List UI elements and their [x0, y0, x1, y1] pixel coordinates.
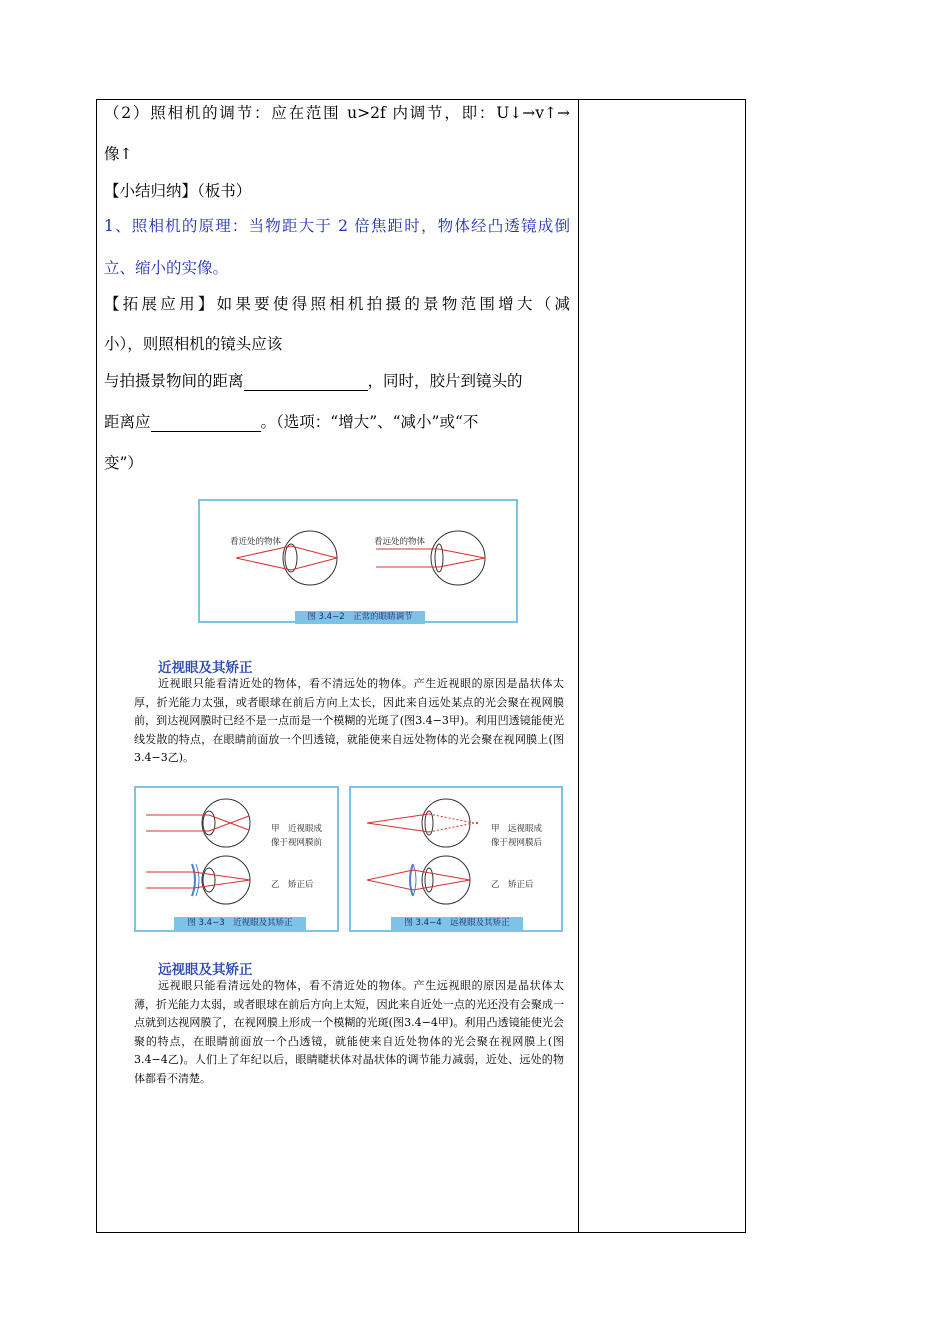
text-line-2: 像↑ [104, 145, 133, 163]
myopia-label-jia-2: 像于视网膜前 [271, 838, 323, 848]
text-line-9 [104, 412, 478, 432]
hyperopia-label-jia-2: 像于视网膜后 [491, 838, 543, 848]
myopia-paragraph: 近视眼只能看清近处的物体，看不清远处的物体。产生近视眼的原因是晶状体太厚，折光能力太强，或者眼球在前后方向上太长，因此来自远处某点的光会聚在视网膜前，到达视网膜时已经不是一点而是一个模糊的光斑了(图3.4−3甲)。利用凹透镜能使光线发散的特点，在眼睛前面放一个凹透镜，就能使来自远处物体的光会聚在视网膜上(图3.4−3乙)。 [134, 677, 564, 764]
column-divider [578, 99, 579, 1233]
text-line-8a: 与拍摄景物间的距离 [104, 372, 244, 390]
hyperopia-label-jia-1: 甲 远视眼成 [491, 824, 543, 834]
text-line-10: 变”） [104, 454, 143, 472]
hyperopia-label-yi: 乙 矫正后 [491, 880, 534, 890]
figure-caption-3-4-4: 图 3.4−4 远视眼及其矫正 [391, 917, 523, 930]
normal-eye-diagram [200, 501, 516, 621]
figure-caption-3-4-3: 图 3.4−3 近视眼及其矫正 [174, 917, 306, 930]
label-near-object: 看近处的物体 [230, 537, 282, 547]
label-far-object: 看远处的物体 [374, 537, 426, 547]
text-line-9b: 。（选项：“增大”、“减小”或“不 [260, 413, 479, 431]
myopia-label-jia-1: 甲 近视眼成 [271, 824, 323, 834]
blank-film-distance[interactable] [151, 415, 261, 432]
hyperopia-diagram [351, 788, 561, 930]
myopia-title: 近视眼及其矫正 [158, 660, 253, 676]
text-line-5: 立、缩小的实像。 [104, 259, 229, 277]
figure-hyperopia [349, 786, 563, 932]
hyperopia-title: 远视眼及其矫正 [158, 962, 253, 978]
blank-distance[interactable] [244, 374, 368, 391]
text-line-7: 小），则照相机的镜头应该 [104, 335, 283, 353]
text-line-3: 【小结归纳】（板书） [104, 182, 252, 200]
text-line-1: （2）照相机的调节：应在范围 u>2f 内调节，即：U↓→v↑→ [104, 104, 570, 122]
hyperopia-paragraph: 远视眼只能看清远处的物体，看不清近处的物体。产生远视眼的原因是晶状体太薄，折光能力太弱，或者眼球在前后方向上太短，因此来自近处一点的光还没有会聚成一点就到达视网膜了，在视网膜上形成一个模糊的光斑(图3.4−4甲)。利用凸透镜能使光会聚的特点，在眼睛前面放一个凸透镜，就能使来自近处物体的光会聚在视网膜上(图3.4−4乙)。人们上了年纪以后，眼睛睫状体对晶状体的调节能力减弱，近处、远处的物体都看不清楚。 [134, 979, 564, 1085]
text-line-6: 【拓展应用】如果要使得照相机拍摄的景物范围增大（减 [104, 295, 570, 313]
myopia-diagram [136, 788, 337, 930]
text-line-9a: 距离应 [104, 413, 151, 431]
text-line-8b: ，同时，胶片到镜头的 [367, 372, 523, 390]
figure-myopia [134, 786, 339, 932]
figure-caption-3-4-2: 图 3.4−2 正常的眼睛调节 [295, 611, 425, 624]
figure-normal-eye [198, 499, 518, 623]
text-line-4: 1、照相机的原理：当物距大于 2 倍焦距时，物体经凸透镜成倒 [104, 217, 570, 235]
myopia-label-yi: 乙 矫正后 [271, 880, 314, 890]
text-line-8 [104, 371, 523, 391]
